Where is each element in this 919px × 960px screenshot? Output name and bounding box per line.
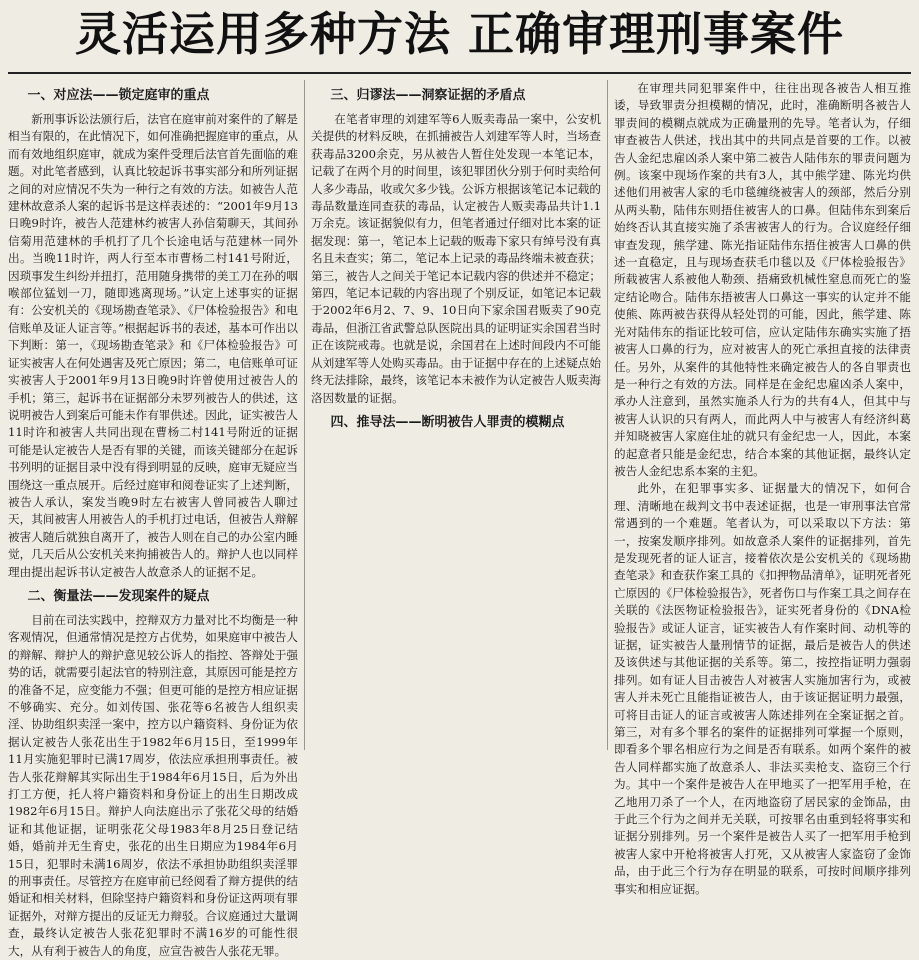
column-divider bbox=[304, 80, 305, 750]
column-2 bbox=[311, 80, 601, 750]
section-4-paragraph: 此外，在犯罪事实多、证据量大的情况下，如何合理、清晰地在裁判文书中表述证据，也是一审刑事法官常常遇到的一个难题。笔者认为，可以采取以下方法：第一，按案发顺序排列。如故意杀人案件的证据排列，首先是发现死者的证人证言，接着依次是公安机关的《现场勘查笔录》和查获作案工具的《扣押物品清单》，证明死者死亡原因的《尸体检验报告》，死者伤口与作案工具之间存在关联的《法医物证检验报告》，证实死者身份的《DNA检验报告》或证人证言，证实被告人有作案时间、动机等的证据，证实被告人量刑情节的证据，最后是被告人的供述及该供述与其他证据的关系等。第二，按控指证明力强弱排列。如有证人目击被告人对被害人实施加害行为，或被害人并未死亡且能指证被告人，由于该证据证明力最强，可将目击证人的证言或被害人陈述排列在全案证据之首。第三，对有多个罪名的案件的证据排列可掌握一个原则，即看多个罪名相应行为之间是否有联系。如两个案件的被告人同样都实施了故意杀人、非法买卖枪支、盗窃三个行为。其中一个案件是被告人在甲地买了一把军用手枪，在乙地用刀杀了一个人，在丙地盗窃了居民家的金饰品，由于此三个行为之间并无关联，可按罪名由重到轻将事实和证据分别排列。另一个案件是被告人买了一把军用手枪到被害人家中开枪将被害人打死，又从被害人家盗窃了金饰品，由于此三个行为存在明显的联系，可按时间顺序排列事实和相应证据。 bbox=[614, 481, 911, 896]
section-heading-4: 四、推导法——断明被告人罪责的模糊点 bbox=[330, 414, 565, 430]
section-heading-2: 二、衡量法——发现案件的疑点 bbox=[27, 588, 210, 604]
headline-rule bbox=[8, 72, 911, 74]
column-3 bbox=[614, 80, 911, 896]
section-3-paragraph: 在笔者审理的刘建军等6人贩卖毒品一案中，公安机关提供的材料反映，在抓捕被告人刘建军等人时，当场查获毒品3200余克，另从被告人暂住处发现一本笔记本，记载了在两个月的时间里，该犯罪团伙分别于何时卖给何人多少毒品，收或欠多少钱。公诉方根据该笔记本记载的毒品数量连同查获的毒品，认定被告人贩卖毒品共计1.1万余克。该证据貌似有力，但笔者通过仔细对比本案的证据发现：第一，笔记本上记载的贩毒下家只有绰号没有真名且未查实；第二，笔记本上记录的毒品终端未被查获；第三，被告人之间关于笔记本记载内容的供述并不稳定；第四，笔记本记载的内容出现了个别反证，如笔记本记载于2002年6月2、7、9、10日向下家余国君贩卖了90克毒品，但浙江省武警总队医院出具的证明证实余国君当时正在该院戒毒。也就是说，余国君在上述时间段内不可能从刘建军等人处购买毒品。由于证据中存在的上述疑点始终无法排除，最终，该笔记本未被作为认定被告人贩卖海洛因数量的证据。 bbox=[311, 112, 601, 405]
headline: 灵活运用多种方法 正确审理刑事案件 bbox=[74, 7, 844, 61]
column-1 bbox=[8, 80, 298, 958]
section-heading-3: 三、归谬法——洞察证据的矛盾点 bbox=[330, 88, 526, 103]
section-1-paragraph: 新刑事诉讼法颁行后，法官在庭审前对案件的了解是相当有限的，在此情况下，如何准确把握庭审的重点，从而有效地组织庭审，就成为案件受理后法官首先面临的难题。对此笔者感到，认真比较起诉书事实部分和所列证据之间的对应情况不失为一种行之有效的方法。如被告人范建林故意杀人案的起诉书是这样表述的：“2001年9月13日晚9时许，被告人范建林约被害人孙信菊聊天，其间孙信菊用范建林的手机打了几个长途电话与范建林一同外出。当晚11时许，两人行至本市曹杨二村141号附近，因琐事发生纠纷并扭打，范用随身携带的美工刀在孙的咽喉部位猛划一刀，随即逃离现场。”认定上述事实的证据有：公安机关的《现场勘查笔录》、《尸体检验报告》和电信账单及证人证言等。”根据起诉书的表述，基本可作出以下判断：第一，《现场勘查笔录》和《尸体检验报告》可证实被害人在何处遇害及死亡原因；第二，电信账单可证实被害人于2001年9月13日晚9时许曾使用过被告人的手机；第三，起诉书在证据部分未罗列被告人的供述，这说明被告人到案后可能未作有罪供述。因此，证实被告人11时许和被害人共同出现在曹杨二村141号附近的证据可能是认定被告人是否有罪的关键，而该关键部分在起诉书列明的证据目录中没有得到明显的反映，庭审无疑应当围绕这一重点展开。后经过庭审和阅卷证实了上述判断，被告人承认，案发当晚9时左右被害人曾同被告人聊过天，其间被害人用被告人的手机打过电话，但被告人辩解被害人随后就独自离开了，被告人则在自己的办公室内睡觉，几天后从公安机关来拘捕被告人的。辩护人也以同样理由提出起诉书认定被告人故意杀人的证据不足。 bbox=[8, 112, 298, 579]
section-4-paragraph: 在审理共同犯罪案件中，往往出现各被告人相互推诿，导致罪责分担模糊的情况，此时，准确断明各被告人罪责间的模糊点就成为正确量刑的先导。笔者认为，仔细审查被告人供述，找出其中的共同点是首要的工作。以被告人金纪忠雇凶杀人案中第二被告人陆伟东的罪责问题为例。该案中现场作案的共有3人，其中熊学建、陈光均供述他们用被害人家的毛巾毯缠绕被害人的颈部，然后分别从两头勒，陆伟东则捂住被害人的口鼻。但陆伟东到案后始终否认其直接实施了杀害被害人的行为。合议庭经仔细审查发现，熊学建、陈光指证陆伟东捂住被害人口鼻的供述一直稳定，且与现场查获毛巾毯以及《尸体检验报告》所载被害人系被他人勒颈、捂痛致机械性窒息而死亡的鉴定结论吻合。陆伟东捂被害人口鼻这一事实的认定并不能使熊、陈两被告获得从轻处罚的可能，因此，熊学建、陈光对陆伟东的指证比较可信，应认定陆伟东确实实施了捂被害人口鼻的行为，应对被害人的死亡承担直接的法律责任。另外，从案件的其他特性来确定被告人的各自罪责也是一种行之有效的方法。同样是在金纪忠雇凶杀人案中，承办人注意到，虽然实施杀人行为的共有4人，但其中与被害人认识的只有两人，而此两人中与被害人有经济纠葛并知晓被害人家庭住址的就只有金纪忠一人，因此，本案的起意者只能是金纪忠，结合本案的其他证据，最终认定被告人金纪忠系本案的主犯。 bbox=[614, 81, 911, 478]
section-heading-1: 一、对应法——锁定庭审的重点 bbox=[27, 88, 210, 103]
column-divider bbox=[607, 80, 608, 750]
section-2-paragraph: 目前在司法实践中，控辩双方力量对比不均衡是一种客观情况，但通常情况是控方占优势，如果庭审中被告人的辩解、辩护人的辩护意见较公诉人的指控、答辩处于强势的话，就需要引起法官的特别注意，其原因可能是控方的准备不足，应变能力不强；但更可能的是控方相应证据不够确实、充分。如刘传国、张花等6名被告人组织卖淫、协助组织卖淫一案中，控方以户籍资料、身份证为依据认定被告人张花出生于1982年6月15日，至1999年11月实施犯罪时已满17周岁，依法应承担刑事责任。被告人张花辩解其实际出生于1984年6月15日，后为外出打工方便，托人将户籍资料和身份证上的出生日期改成1982年6月15日。辩护人向法庭出示了张花父母的结婚证和其他证据，证明张花父母1983年8月25日登记结婚，婚前并无生育史，张花的出生日期应为1984年6月15日，犯罪时未满16周岁，依法不承担协助组织卖淫罪的刑事责任。尽管控方在庭审前已经阅看了辩方提供的结婚证和相关材料，但除坚持户籍资料和身份证这两项有罪证据外，对辩方提出的反证无力辩驳。合议庭通过大量调查，最终认定被告人张花犯罪时不满16岁的可能性很大，从有利于被告人的角度，应宣告被告人张花无罪。 bbox=[8, 612, 298, 958]
